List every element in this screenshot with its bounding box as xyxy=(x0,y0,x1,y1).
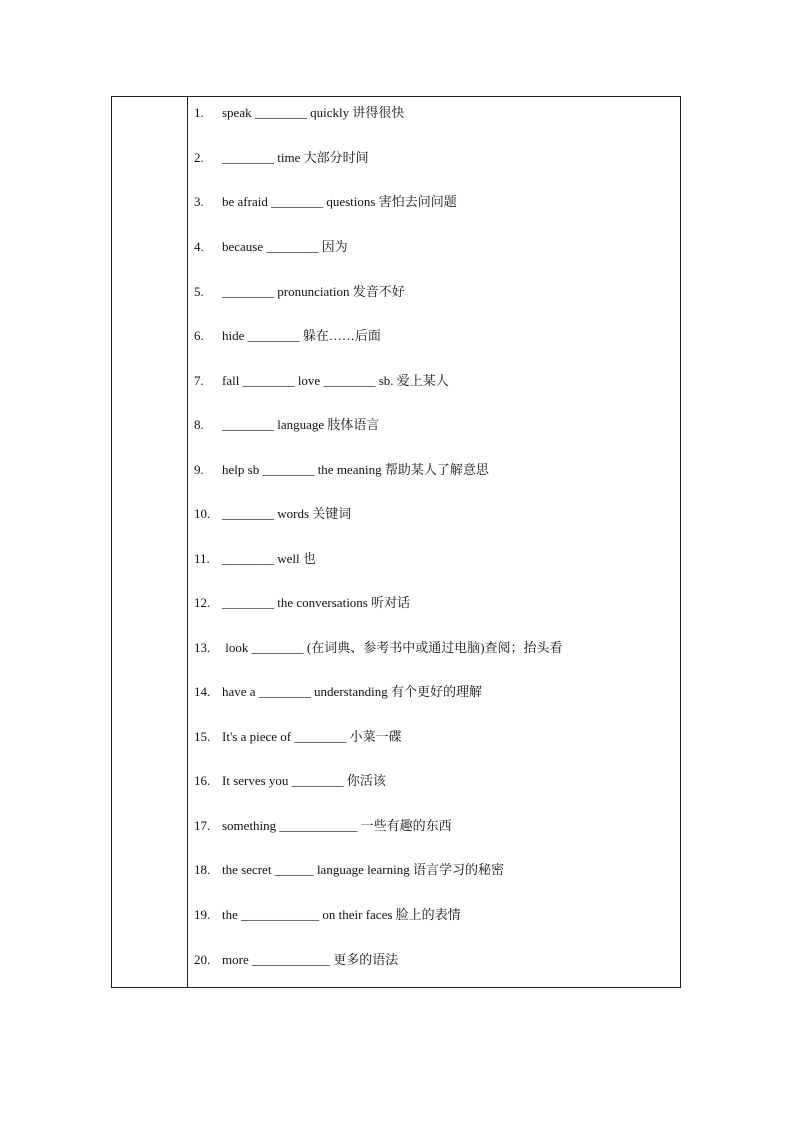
list-item xyxy=(194,148,369,168)
list-item xyxy=(194,326,381,346)
item-text: ________ language 肢体语言 xyxy=(222,417,380,432)
item-number: 17. xyxy=(194,818,211,833)
item-text: the secret ______ language learning 语言学习的秘密 xyxy=(222,862,504,877)
item-number: 18. xyxy=(194,862,211,877)
item-text: It serves you ________ 你活该 xyxy=(222,773,386,788)
list-item xyxy=(194,860,504,880)
item-number: 19. xyxy=(194,907,211,922)
item-number: 14. xyxy=(194,684,211,699)
item-text: fall ________ love ________ sb. 爱上某人 xyxy=(222,373,449,388)
item-text: ________ words 关键词 xyxy=(222,506,352,521)
item-text: ________ well 也 xyxy=(222,551,316,566)
item-number: 4. xyxy=(194,239,204,254)
item-number: 12. xyxy=(194,595,211,610)
list-item xyxy=(194,593,410,613)
table-left-column xyxy=(112,97,188,987)
item-number: 15. xyxy=(194,729,211,744)
item-text: the ____________ on their faces 脸上的表情 xyxy=(222,907,461,922)
item-text: be afraid ________ questions 害怕去问问题 xyxy=(222,194,457,209)
item-number: 5. xyxy=(194,284,204,299)
item-text: speak ________ quickly 讲得很快 xyxy=(222,105,405,120)
list-item xyxy=(194,905,461,925)
item-text: more ____________ 更多的语法 xyxy=(222,952,399,967)
list-item xyxy=(194,549,316,569)
item-text: because ________ 因为 xyxy=(222,239,348,254)
item-number: 9. xyxy=(194,462,204,477)
list-item xyxy=(194,103,404,123)
item-number: 2. xyxy=(194,150,204,165)
item-number: 20. xyxy=(194,952,211,967)
item-text: have a ________ understanding 有个更好的理解 xyxy=(222,684,482,699)
item-text: look ________ (在词典、参考书中或通过电脑)查阅；抬头看 xyxy=(222,640,563,655)
list-item xyxy=(194,950,398,970)
list-item xyxy=(194,727,402,747)
item-text: ________ pronunciation 发音不好 xyxy=(222,284,405,299)
list-item xyxy=(194,682,482,702)
item-number: 10. xyxy=(194,506,211,521)
item-text: help sb ________ the meaning 帮助某人了解意思 xyxy=(222,462,489,477)
item-number: 8. xyxy=(194,417,204,432)
item-text: ________ time 大部分时间 xyxy=(222,150,369,165)
item-number: 7. xyxy=(194,373,204,388)
list-item xyxy=(194,638,563,658)
item-number: 3. xyxy=(194,194,204,209)
list-item xyxy=(194,192,457,212)
table-right-column xyxy=(189,97,680,987)
item-text: ________ the conversations 听对话 xyxy=(222,595,411,610)
item-number: 6. xyxy=(194,328,204,343)
list-item xyxy=(194,460,489,480)
item-text: something ____________ 一些有趣的东西 xyxy=(222,818,452,833)
item-number: 13. xyxy=(194,640,211,655)
list-item xyxy=(194,504,351,524)
list-item xyxy=(194,415,379,435)
list-item xyxy=(194,371,449,391)
list-item xyxy=(194,816,452,836)
item-number: 11. xyxy=(194,551,210,566)
item-text: It's a piece of ________ 小菜一碟 xyxy=(222,729,402,744)
list-item xyxy=(194,771,386,791)
item-text: hide ________ 躲在……后面 xyxy=(222,328,381,343)
vocabulary-table xyxy=(111,96,681,988)
list-item xyxy=(194,237,348,257)
item-number: 16. xyxy=(194,773,211,788)
item-number: 1. xyxy=(194,105,204,120)
list-item xyxy=(194,282,405,302)
